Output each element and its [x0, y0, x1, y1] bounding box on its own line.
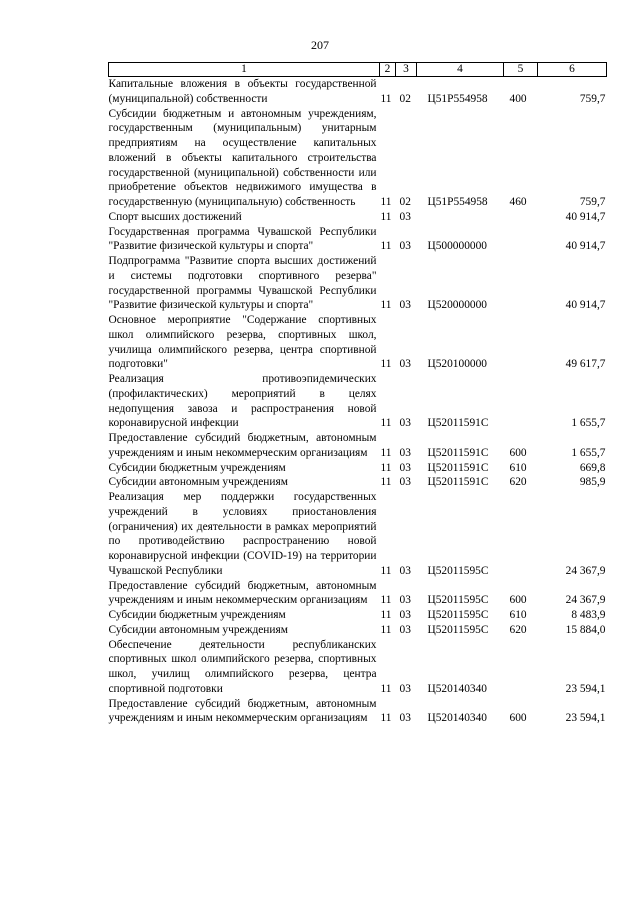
row-subsection: 03 — [399, 299, 411, 312]
table-row — [109, 210, 607, 225]
budget-table — [108, 62, 607, 726]
row-subsection: 03 — [399, 476, 411, 489]
row-name: Субсидии бюджетным и автономным учреждениям, государственным (муниципальным) унитарным предприятиям на осуществление капитальных вложений в объекты капитального строительства государственной (муниципальной) собственности или приобретение объектов недвижимого имущества в государственную (муниципальную) собственность — [108, 107, 377, 208]
row-section: 11 — [380, 446, 392, 459]
row-section: 11 — [380, 358, 392, 371]
row-name: Обеспечение деятельности республиканских спортивных школ олимпийского резерва, спортивных школ, училищ олимпийского резерва, центра спортивной подготовки — [108, 638, 377, 695]
table-row — [109, 623, 607, 638]
row-name: Предоставление субсидий бюджетным, автономным учреждениям и иным некоммерческим организациям — [108, 579, 377, 607]
table-row — [109, 608, 607, 623]
row-target-code: Ц520140340 — [427, 682, 487, 695]
row-section: 11 — [380, 196, 392, 208]
row-section: 11 — [380, 210, 392, 223]
table-row — [109, 461, 607, 476]
row-section: 11 — [380, 476, 392, 489]
row-subsection: 03 — [399, 446, 411, 459]
row-target-code: Ц52011591С — [427, 476, 489, 489]
row-expense-type — [504, 210, 538, 225]
row-section: 11 — [380, 240, 392, 253]
row-name: Реализация мер поддержки государственных учреждений в условиях приостановления (ограничения) их деятельности в рамках мероприятий по противодействию распространению новой коронавирусной инфекции (COVID-19) на территории Чувашской Республики — [108, 491, 377, 577]
row-expense-type — [504, 490, 538, 579]
row-target-code: Ц520000000 — [427, 299, 487, 312]
row-section: 11 — [380, 461, 392, 474]
column-header-target: 4 — [417, 63, 504, 77]
table-body — [109, 77, 607, 727]
row-name: Субсидии автономным учреждениям — [108, 623, 288, 636]
row-subsection: 03 — [399, 564, 411, 577]
row-subsection: 03 — [399, 682, 411, 695]
row-amount: 23 594,1 — [565, 712, 606, 725]
row-amount: 23 594,1 — [565, 682, 606, 695]
row-name: Капитальные вложения в объекты государственной (муниципальной) собственности — [108, 78, 377, 105]
row-amount: 40 914,7 — [565, 210, 606, 223]
row-expense-type — [504, 638, 538, 697]
row-section: 11 — [380, 594, 392, 607]
row-name: Государственная программа Чувашской Республики "Развитие физической культуры и спорта" — [108, 225, 377, 253]
row-target-code: Ц500000000 — [427, 240, 487, 253]
column-header-expense-type: 5 — [504, 63, 538, 77]
row-name: Основное мероприятие "Содержание спортивных школ олимпийского резерва, спортивных школ, училища олимпийского резерва, центра спортивной подготовки" — [108, 314, 377, 371]
row-amount: 40 914,7 — [565, 240, 606, 253]
row-amount: 1 655,7 — [571, 417, 606, 430]
table-row — [109, 372, 607, 431]
row-subsection: 03 — [399, 461, 411, 474]
page-number: 207 — [311, 38, 329, 52]
row-subsection: 03 — [399, 240, 411, 253]
row-target-code: Ц51Р554958 — [427, 196, 488, 208]
row-amount: 24 367,9 — [565, 594, 606, 607]
table-row — [109, 77, 607, 107]
row-target-code: Ц51Р554958 — [427, 92, 488, 105]
row-subsection: 03 — [399, 609, 411, 621]
row-section: 11 — [380, 299, 392, 312]
row-target-code: Ц52011595С — [427, 594, 489, 607]
row-name: Предоставление субсидий бюджетным, автономным учреждениям и иным некоммерческим организациям — [108, 697, 377, 725]
row-section: 11 — [380, 92, 392, 105]
table-row — [109, 475, 607, 490]
table-header-row — [109, 63, 607, 77]
table-row — [109, 431, 607, 461]
row-target-code: Ц52011595С — [427, 609, 489, 621]
row-target-code: Ц52011595С — [427, 564, 489, 577]
row-target-code: Ц52011595С — [427, 623, 489, 636]
row-section: 11 — [380, 682, 392, 695]
row-name: Субсидии бюджетным учреждениям — [108, 609, 286, 621]
row-amount: 759,7 — [579, 196, 606, 208]
row-amount: 1 655,7 — [571, 446, 606, 459]
table-row — [109, 225, 607, 255]
table-row — [109, 107, 607, 210]
column-header-amount: 6 — [538, 63, 607, 77]
row-subsection: 03 — [399, 210, 411, 223]
row-target-code — [417, 210, 504, 225]
row-amount: 985,9 — [579, 476, 606, 489]
row-section: 11 — [380, 564, 392, 577]
row-expense-type — [504, 372, 538, 431]
row-name: Реализация противоэпидемических (профилактических) мероприятий в целях недопущения завоза и распространения новой коронавирусной инфекции — [108, 373, 377, 430]
row-expense-type: 610 — [509, 609, 527, 621]
row-section: 11 — [380, 623, 392, 636]
row-subsection: 03 — [399, 594, 411, 607]
row-amount: 8 483,9 — [571, 609, 606, 621]
row-name: Предоставление субсидий бюджетным, автономным учреждениям и иным некоммерческим организациям — [108, 432, 377, 459]
row-amount: 49 617,7 — [565, 358, 606, 371]
row-amount: 669,8 — [579, 461, 606, 474]
table-row — [109, 313, 607, 372]
row-section: 11 — [380, 609, 392, 621]
row-amount: 759,7 — [579, 92, 606, 105]
row-target-code: Ц52011591С — [427, 446, 489, 459]
row-subsection: 03 — [399, 623, 411, 636]
row-expense-type — [504, 254, 538, 313]
row-amount: 15 884,0 — [565, 623, 606, 636]
row-amount: 24 367,9 — [565, 564, 606, 577]
row-target-code: Ц52011591С — [427, 461, 489, 474]
row-expense-type: 600 — [509, 594, 527, 607]
row-expense-type: 610 — [509, 461, 527, 474]
table-row — [109, 697, 607, 727]
table-row — [109, 638, 607, 697]
row-name: Субсидии бюджетным учреждениям — [108, 461, 286, 474]
row-target-code: Ц520140340 — [427, 712, 487, 725]
row-subsection: 02 — [399, 92, 411, 105]
row-subsection: 03 — [399, 358, 411, 371]
row-name: Подпрограмма "Развитие спорта высших достижений и системы подготовки спортивного резерва" государственной программы Чувашской Республики "Развитие физической культуры и спорта" — [108, 255, 377, 312]
row-name: Субсидии автономным учреждениям — [108, 476, 288, 489]
row-section: 11 — [380, 712, 392, 725]
row-expense-type — [504, 313, 538, 372]
table-row — [109, 579, 607, 609]
row-name: Спорт высших достижений — [108, 210, 242, 223]
row-subsection: 03 — [399, 712, 411, 725]
row-subsection: 03 — [399, 417, 411, 430]
row-expense-type: 600 — [509, 446, 527, 459]
row-expense-type: 620 — [509, 623, 527, 636]
table-row — [109, 490, 607, 579]
row-subsection: 02 — [399, 196, 411, 208]
table-row — [109, 254, 607, 313]
row-target-code: Ц520100000 — [427, 358, 487, 371]
row-expense-type: 600 — [509, 712, 527, 725]
row-target-code: Ц52011591С — [427, 417, 489, 430]
column-header-subsection: 3 — [396, 63, 417, 77]
column-header-section: 2 — [380, 63, 396, 77]
row-expense-type: 620 — [509, 476, 527, 489]
row-section: 11 — [380, 417, 392, 430]
row-amount: 40 914,7 — [565, 299, 606, 312]
column-header-name: 1 — [109, 63, 380, 77]
row-expense-type: 400 — [509, 92, 527, 105]
row-expense-type: 460 — [509, 196, 527, 208]
row-expense-type — [504, 225, 538, 255]
